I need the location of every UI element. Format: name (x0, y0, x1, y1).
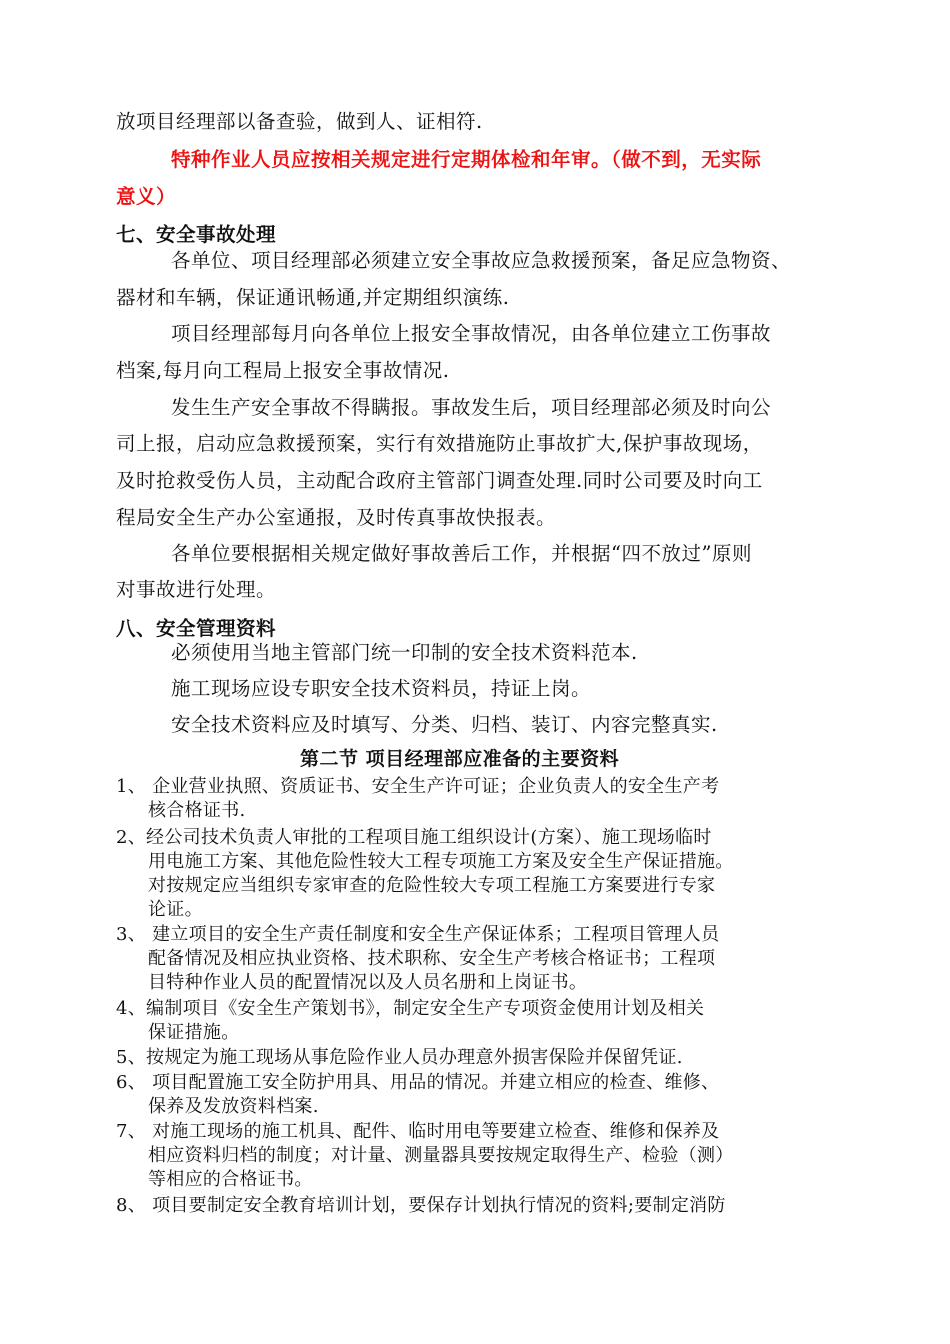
list-item-cont: 目特种作业人员的配置情况以及人员名册和上岗证书。 (148, 972, 588, 993)
list-item-cont: 论证。 (148, 899, 203, 920)
list-item: 6、 项目配置施工安全防护用具、用品的情况。并建立相应的检查、维修、 (116, 1072, 720, 1093)
paragraph-line: 必须使用当地主管部门统一印制的安全技术资料范本. (171, 641, 638, 664)
paragraph-line: 放项目经理部以备查验，做到人、证相符. (116, 110, 483, 133)
highlighted-note: 特种作业人员应按相关规定进行定期体检和年审。（做不到，无实际 (171, 148, 762, 171)
paragraph-line: 器材和车辆，保证通讯畅通,并定期组织演练. (116, 286, 510, 309)
section-heading: 八、安全管理资料 (116, 617, 277, 640)
list-item: 4、编制项目《安全生产策划书》，制定安全生产专项资金使用计划及相关 (116, 998, 705, 1019)
paragraph-line: 各单位要根据相关规定做好事故善后工作，并根据“四不放过”原则 (171, 542, 752, 565)
paragraph-line: 及时抢救受伤人员，主动配合政府主管部门调查处理.同时公司要及时向工 (116, 469, 763, 492)
paragraph-line: 司上报，启动应急救援预案，实行有效措施防止事故扩大,保护事故现场， (116, 432, 763, 455)
list-item: 1、 企业营业执照、资质证书、安全生产许可证；企业负责人的安全生产考 (116, 776, 720, 797)
list-item-cont: 保养及发放资料档案. (148, 1096, 319, 1117)
paragraph-line: 各单位、项目经理部必须建立安全事故应急救援预案，备足应急物资、 (171, 249, 792, 272)
highlighted-note: 意义） (116, 185, 177, 208)
paragraph-line: 档案,每月向工程局上报安全事故情况. (116, 359, 450, 382)
list-item: 8、 项目要制定安全教育培训计划，要保存计划执行情况的资料;要制定消防 (116, 1195, 726, 1216)
list-item-cont: 对按规定应当组织专家审查的危险性较大专项工程施工方案要进行专家 (148, 875, 716, 896)
list-item: 2、经公司技术负责人审批的工程项目施工组织设计(方案）、施工现场临时 (116, 827, 712, 848)
list-item: 7、 对施工现场的施工机具、配件、临时用电等要建立检查、维修和保养及 (116, 1121, 720, 1142)
paragraph-line: 对事故进行处理。 (116, 578, 277, 601)
list-item-cont: 核合格证书. (148, 800, 246, 821)
list-item-cont: 等相应的合格证书。 (148, 1169, 313, 1190)
paragraph-line: 施工现场应设专职安全技术资料员，持证上岗。 (171, 677, 592, 700)
list-item-cont: 相应资料归档的制度；对计量、测量器具要按规定取得生产、检验（测） (148, 1145, 734, 1166)
list-item: 3、 建立项目的安全生产责任制度和安全生产保证体系；工程项目管理人员 (116, 924, 720, 945)
list-item-cont: 用电施工方案、其他危险性较大工程专项施工方案及安全生产保证措施。 (148, 851, 734, 872)
list-item-cont: 配备情况及相应执业资格、技术职称、安全生产考核合格证书；工程项 (148, 948, 716, 969)
list-item: 5、按规定为施工现场从事危险作业人员办理意外损害保险并保留凭证. (116, 1047, 683, 1068)
paragraph-line: 安全技术资料应及时填写、分类、归档、装订、内容完整真实. (171, 713, 718, 736)
paragraph-line: 发生生产安全事故不得瞒报。事故发生后，项目经理部必须及时向公 (171, 396, 772, 419)
list-item-cont: 保证措施。 (148, 1022, 240, 1043)
subsection-title: 第二节 项目经理部应准备的主要资料 (300, 748, 620, 770)
section-heading: 七、安全事故处理 (116, 223, 277, 246)
paragraph-line: 项目经理部每月向各单位上报安全事故情况，由各单位建立工伤事故 (171, 322, 772, 345)
paragraph-line: 程局安全生产办公室通报，及时传真事故快报表。 (116, 506, 557, 529)
